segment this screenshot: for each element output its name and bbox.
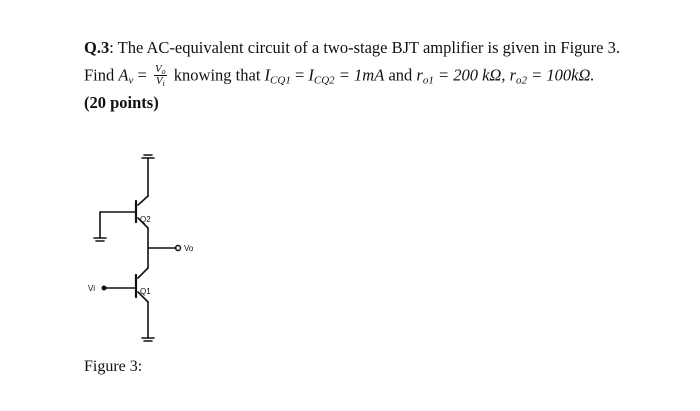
ro2-value: = 100kΩ. — [527, 65, 595, 85]
question-number: Q.3 — [84, 38, 110, 57]
gain-subscript: v — [128, 74, 134, 87]
gain-symbol: A — [118, 65, 129, 85]
and-word: and — [384, 65, 417, 85]
vo-label: Vo — [184, 244, 194, 253]
ro2-symbol: r — [509, 65, 516, 85]
fraction-denominator: $V_i$ — [155, 75, 165, 88]
icq2-symbol: I — [308, 65, 314, 85]
icq1-equals: = — [290, 65, 309, 85]
ro1-subscript: o1 — [422, 74, 434, 87]
question-intro-text: : The AC-equivalent circuit of a two-stage BJT amplifier is given in Figure 3. — [109, 38, 621, 57]
icq-value: = 1mA — [334, 65, 385, 85]
icq2-subscript: CQ2 — [313, 74, 335, 87]
ro1-symbol: r — [416, 65, 423, 85]
q2-collector-lead — [138, 196, 148, 205]
figure-caption: Figure 3: — [84, 358, 143, 375]
q2-label: Q2 — [140, 215, 151, 224]
fraction-numerator: $V_o$ — [154, 63, 166, 76]
icq1-symbol: I — [264, 65, 271, 85]
q1-collector-lead — [138, 268, 148, 278]
knowing-text: knowing that — [169, 65, 265, 85]
find-word: Find — [84, 65, 119, 85]
input-terminal — [102, 286, 107, 291]
equals-sign: = — [133, 65, 151, 85]
vi-label: Vi — [88, 284, 95, 293]
ro2-subscript: o2 — [516, 74, 527, 87]
q1-label: Q1 — [140, 287, 151, 296]
icq1-subscript: CQ1 — [270, 74, 291, 87]
points-label: (20 points) — [84, 93, 159, 112]
ro1-value: = 200 kΩ, — [433, 65, 510, 85]
